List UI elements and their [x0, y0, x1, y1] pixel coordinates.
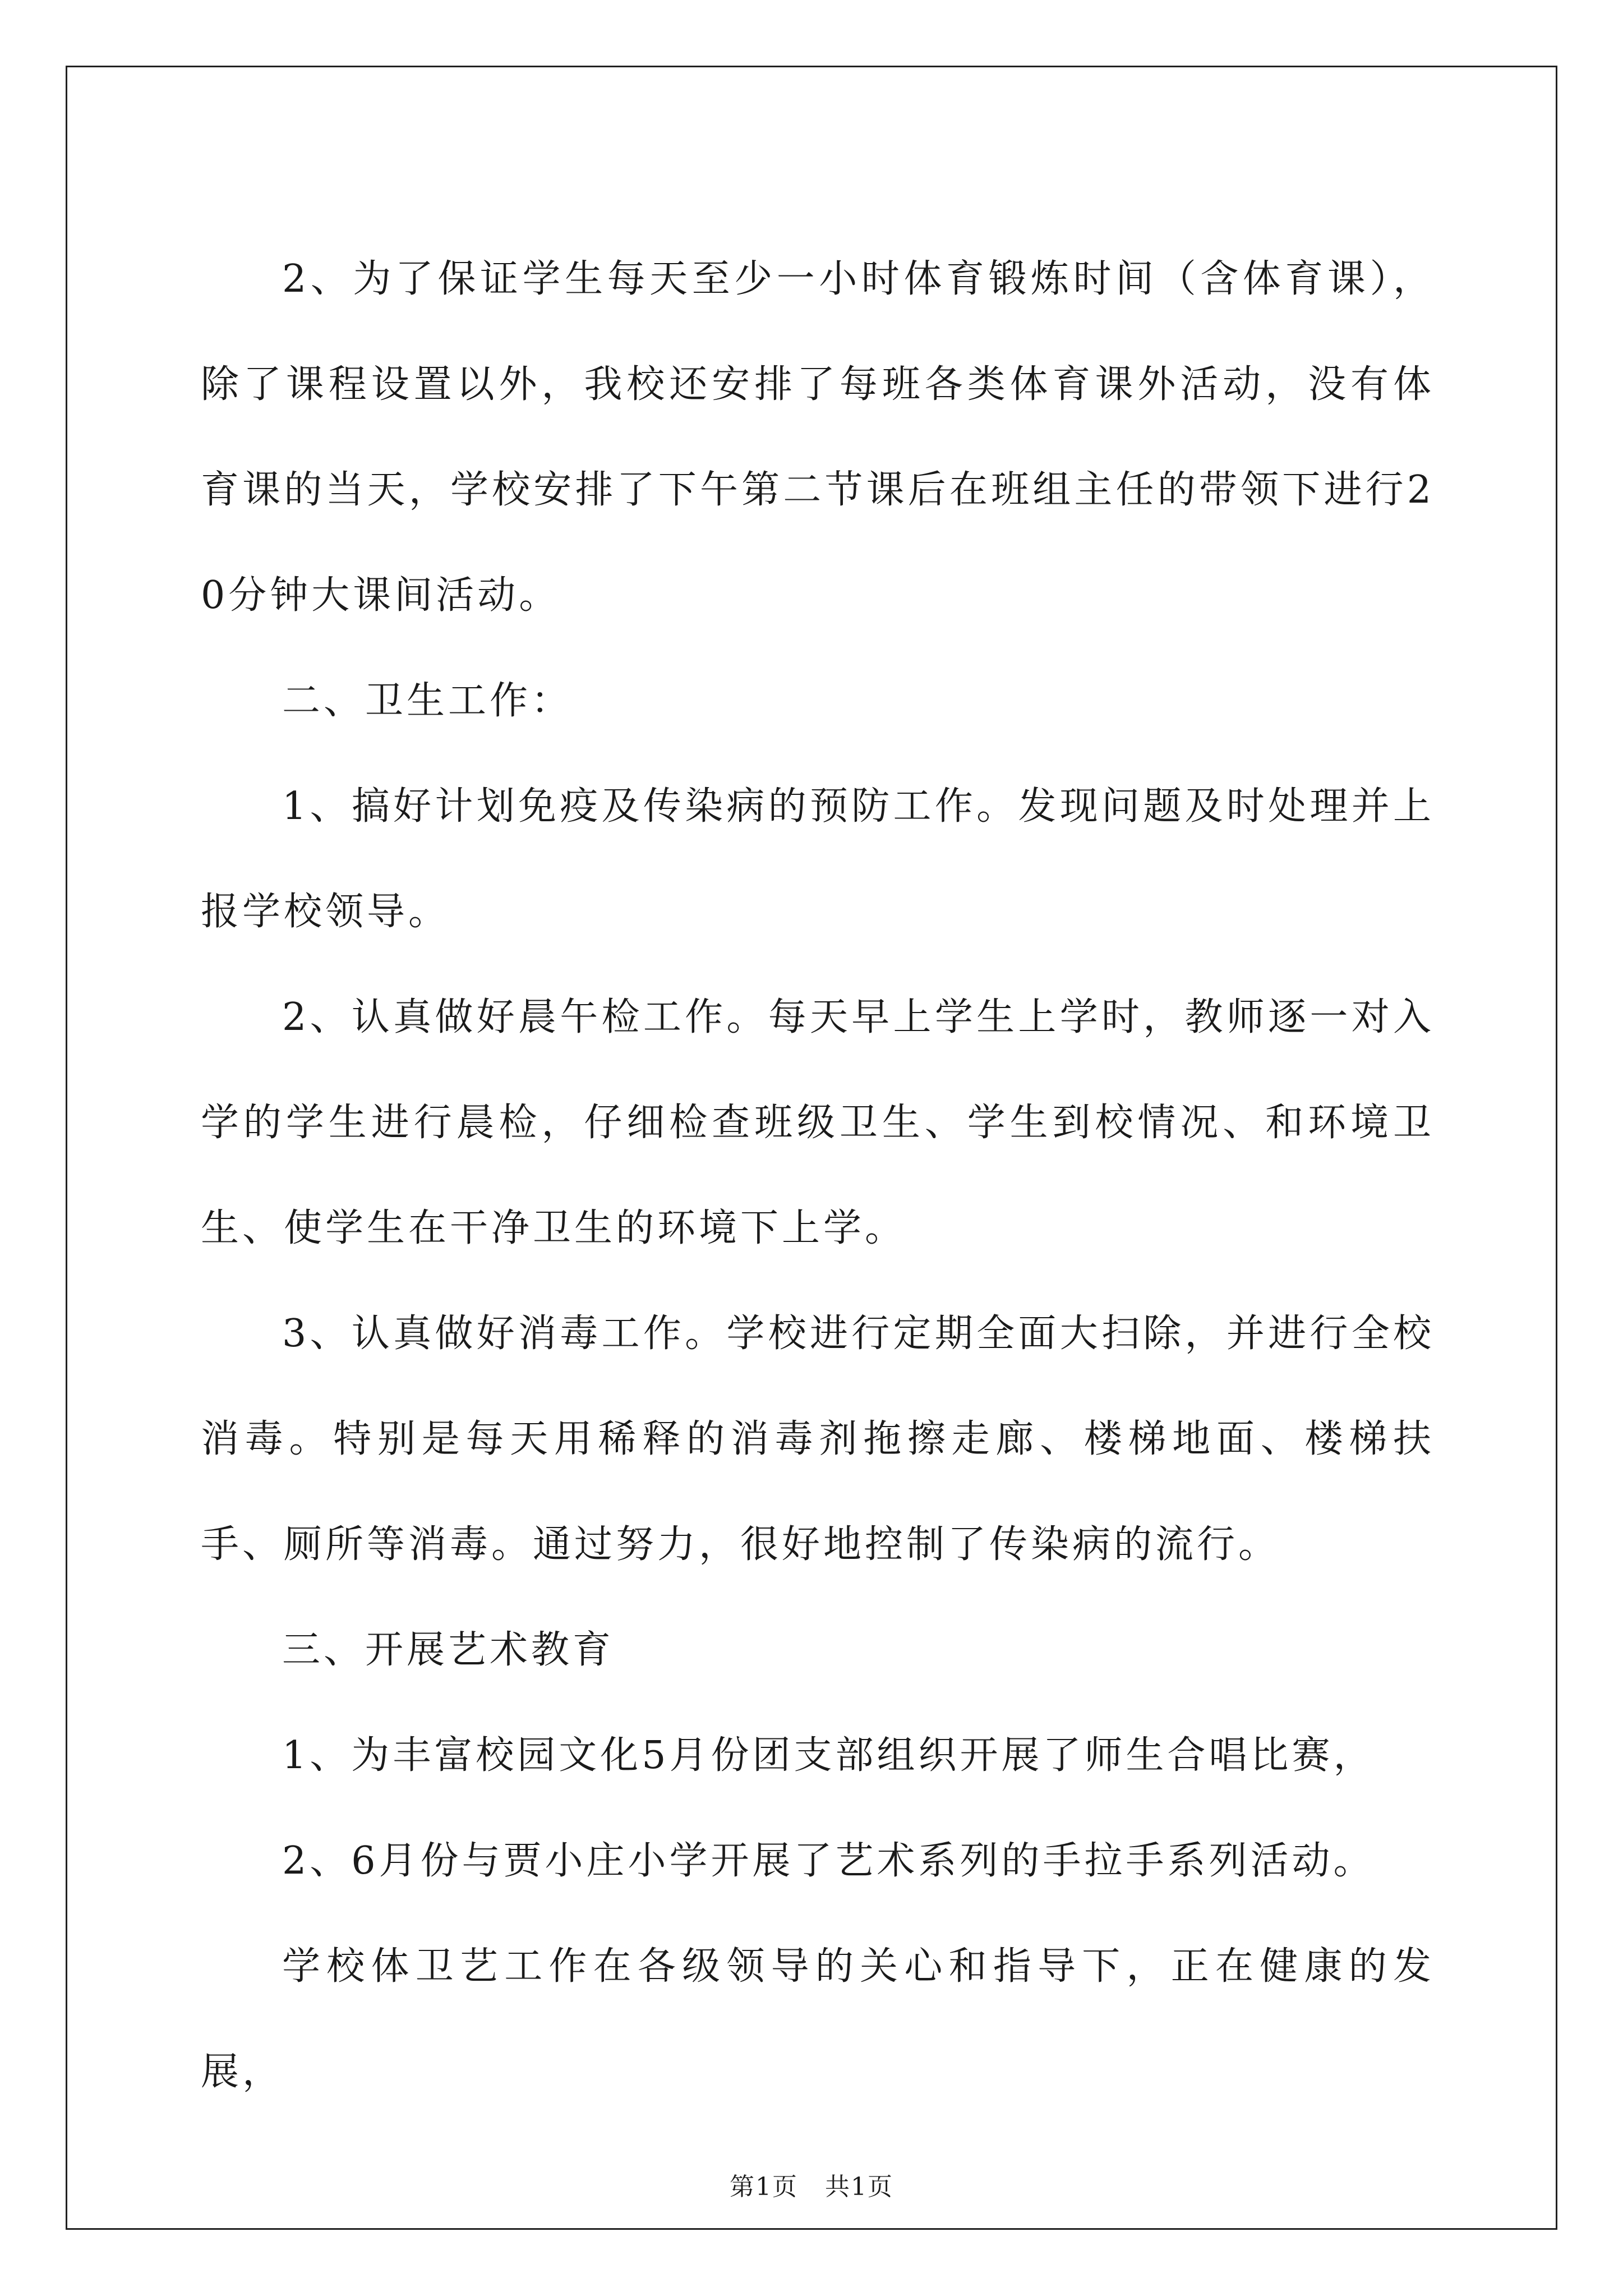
paragraph: 学校体卫艺工作在各级领导的关心和指导下，正在健康的发展， [201, 1944, 1435, 2094]
paragraph: 2、认真做好晨午检工作。每天早上学生上学时，教师逐一对入学的学生进行晨检，仔细检查班级卫生、学生到校情况、和环境卫生、使学生在干净卫生的环境下上学。 [201, 995, 1435, 1250]
section-heading: 二、卫生工作： [282, 679, 573, 723]
paragraph: 1、为丰富校园文化5月份团支部组织开展了师生合唱比赛， [282, 1733, 1375, 1778]
page-number: 第1页 [730, 2173, 798, 2201]
page-total: 共1页 [825, 2173, 893, 2201]
paragraph: 2、为了保证学生每天至少一小时体育锻炼时间（含体育课），除了课程设置以外，我校还安排了每班各类体育课外活动，没有体育课的当天，学校安排了下午第二节课后在班组主任的带领下进行20分钟大课间活动。 [201, 257, 1435, 618]
section-heading: 三、开展艺术教育 [282, 1628, 615, 1672]
paragraph: 2、6月份与贾小庄小学开展了艺术系列的手拉手系列活动。 [282, 1839, 1375, 1883]
page-footer [67, 2166, 1556, 2202]
page-frame [66, 66, 1557, 2230]
paragraph: 3、认真做好消毒工作。学校进行定期全面大扫除，并进行全校消毒。特别是每天用稀释的消毒剂拖擦走廊、楼梯地面、楼梯扶手、厕所等消毒。通过努力，很好地控制了传染病的流行。 [201, 1312, 1435, 1567]
paragraph: 1、搞好计划免疫及传染病的预防工作。发现问题及时处理并上报学校领导。 [201, 784, 1435, 934]
